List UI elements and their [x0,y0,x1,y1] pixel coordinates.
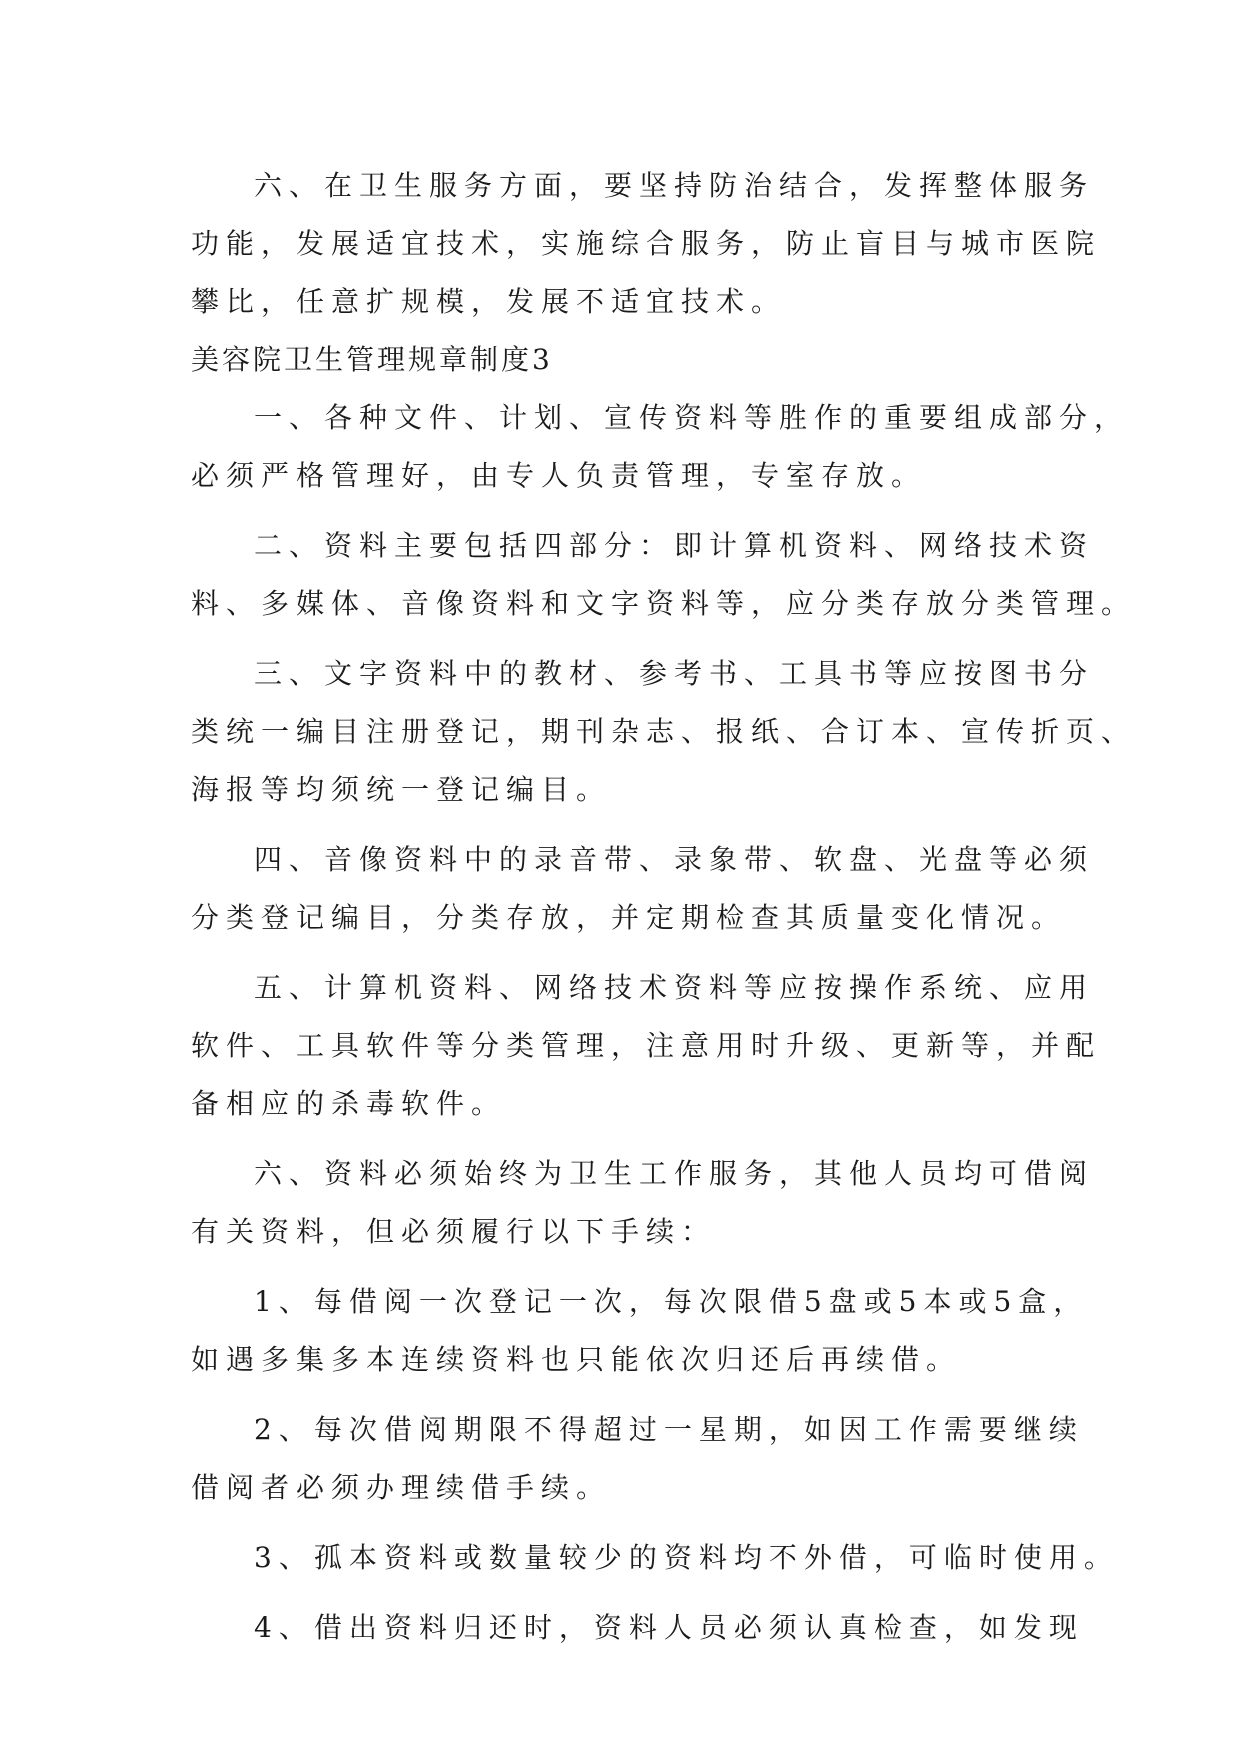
paragraph-1-line-1: 一、各种文件、计划、宣传资料等胜作的重要组成部分， [254,401,1130,434]
paragraph-6-service-line-3: 攀比，任意扩规模，发展不适宜技术。 [191,285,787,318]
paragraph-6-service-line-2: 功能，发展适宜技术，实施综合服务，防止盲目与城市医院 [191,227,1102,260]
section-heading: 美容院卫生管理规章制度3 [191,343,553,376]
rule-1-line-2: 如遇多集多本连续资料也只能依次归还后再续借。 [191,1343,962,1376]
paragraph-3-line-3: 海报等均须统一登记编目。 [191,773,612,806]
paragraph-4-line-2: 分类登记编目，分类存放，并定期检查其质量变化情况。 [191,901,1067,934]
paragraph-3-line-2: 类统一编目注册登记，期刊杂志、报纸、合订本、宣传折页、 [191,715,1137,748]
rule-2-line-2: 借阅者必须办理续借手续。 [191,1471,612,1504]
document-body [191,157,1137,1657]
paragraph-4-line-1: 四、音像资料中的录音带、录象带、软盘、光盘等必须 [254,843,1095,876]
rule-3-line-1: 3、孤本资料或数量较少的资料均不外借，可临时使用。 [254,1541,1119,1574]
paragraph-6-line-1: 六、资料必须始终为卫生工作服务，其他人员均可借阅 [254,1157,1095,1190]
paragraph-6-line-2: 有关资料，但必须履行以下手续： [191,1215,717,1248]
paragraph-6-service-line-1: 六、在卫生服务方面，要坚持防治结合，发挥整体服务 [254,169,1095,202]
paragraph-2-line-1: 二、资料主要包括四部分：即计算机资料、网络技术资 [254,529,1095,562]
paragraph-1-line-2: 必须严格管理好，由专人负责管理，专室存放。 [191,459,927,492]
rule-4-line-1: 4、借出资料归还时，资料人员必须认真检查，如发现 [254,1611,1084,1644]
rule-2-line-1: 2、每次借阅期限不得超过一星期，如因工作需要继续 [254,1413,1084,1446]
rule-1-line-1: 1、每借阅一次登记一次，每次限借5盘或5本或5盒， [254,1285,1089,1318]
paragraph-5-line-3: 备相应的杀毒软件。 [191,1087,507,1120]
paragraph-5-line-2: 软件、工具软件等分类管理，注意用时升级、更新等，并配 [191,1029,1102,1062]
paragraph-2-line-2: 料、多媒体、音像资料和文字资料等，应分类存放分类管理。 [191,587,1137,620]
paragraph-3-line-1: 三、文字资料中的教材、参考书、工具书等应按图书分 [254,657,1095,690]
paragraph-5-line-1: 五、计算机资料、网络技术资料等应按操作系统、应用 [254,971,1095,1004]
